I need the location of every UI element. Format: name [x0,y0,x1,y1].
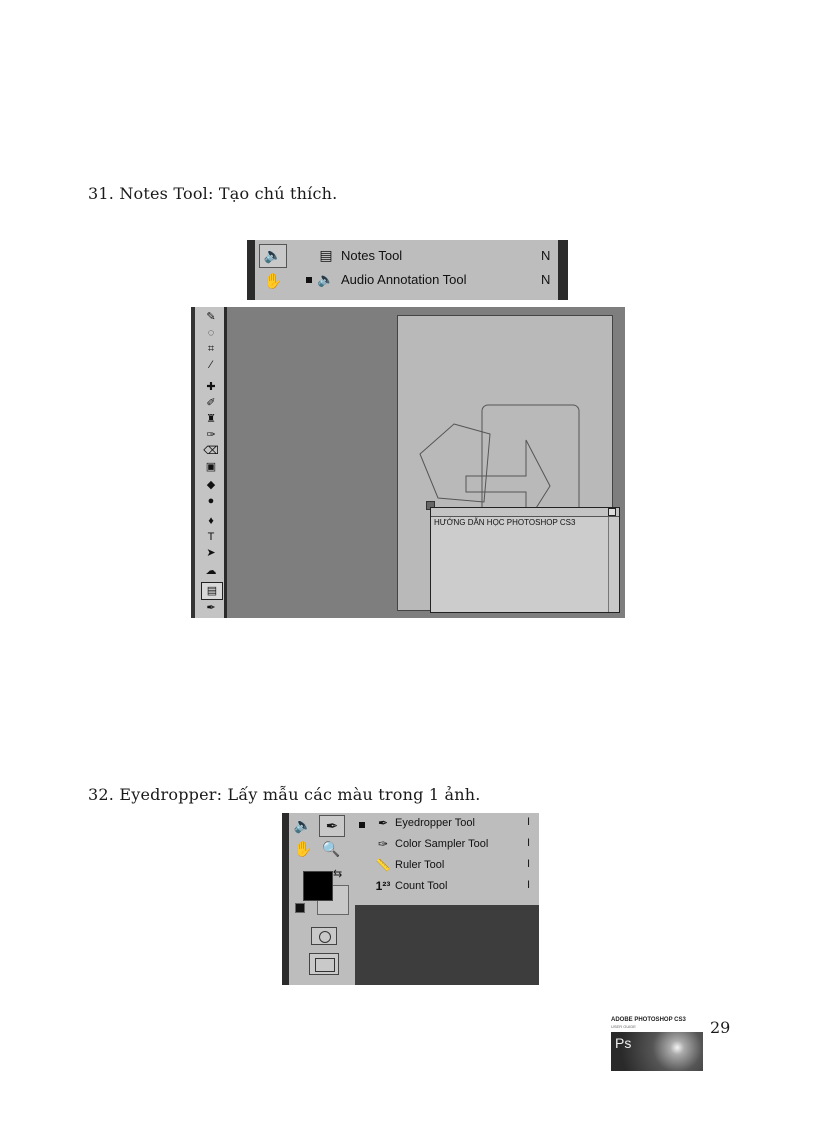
quick-mask-button[interactable] [311,927,337,945]
tools-panel [191,307,227,618]
flyout-item-label: Color Sampler Tool [395,838,489,850]
gradient-icon[interactable]: ▣ [205,461,217,473]
healing-brush-icon[interactable]: ✚ [206,381,216,393]
flyout-item-shortcut: I [527,816,531,828]
logo-subtitle: USER GUIDE [611,1024,636,1029]
logo-title: ADOBE PHOTOSHOP CS3 [611,1017,686,1023]
zoom-icon[interactable]: 🔍 [321,841,341,858]
clone-stamp-icon[interactable]: ♜ [206,413,216,425]
crop-icon[interactable]: ⌗ [207,343,215,355]
notes-icon: ▤ [319,246,333,263]
flyout-item-label: Eyedropper Tool [395,817,475,829]
audio-annotation-icon[interactable]: 🔈 [293,817,313,834]
foreground-color-swatch[interactable] [303,871,333,901]
dodge-icon[interactable]: ● [207,495,215,507]
flyout-item-label: Notes Tool [341,247,403,263]
brush-icon[interactable]: ✐ [206,397,216,409]
flyout-item-label: Ruler Tool [395,859,445,871]
slice-icon[interactable]: ⁄ [210,359,212,371]
eyedropper-icon: ✒ [377,816,389,830]
quick-mask-icon [319,931,331,943]
note-scrollbar[interactable] [608,517,619,612]
history-brush-icon[interactable]: ✑ [206,429,216,441]
close-icon[interactable] [608,508,616,516]
lasso-icon[interactable]: ◌ [207,327,215,339]
photoshop-workspace [191,307,625,618]
flyout-item-eyedropper-tool[interactable] [373,813,475,833]
section-31-heading: 31. Notes Tool: Tạo chú thích. [88,184,338,203]
ruler-icon: 📏 [375,858,391,872]
screen-mode-button[interactable] [309,953,339,975]
pen-tool-icon[interactable]: ♦ [208,515,214,527]
active-tool-bullet [359,822,365,828]
hand-tool-icon[interactable]: ✋ [293,841,313,858]
flyout-item-label: Count Tool [395,880,448,892]
color-sampler-icon: ✑ [377,837,389,851]
screen-mode-icon [315,958,335,972]
flyout-item-ruler-tool[interactable] [373,855,444,875]
path-selection-icon[interactable]: ➤ [206,547,216,559]
eraser-icon[interactable]: ⌫ [203,445,219,457]
audio-annotation-icon[interactable]: 🔈 [259,244,287,268]
flyout-item-shortcut: I [527,858,531,870]
notes-tool-flyout [247,240,568,300]
flyout-item-shortcut: I [527,837,531,849]
active-tool-bullet [306,277,312,283]
flyout-item-shortcut: N [541,271,551,287]
hand-tool-icon[interactable]: ✋ [263,273,283,290]
logo-image [611,1032,703,1071]
flyout-item-notes-tool[interactable] [315,244,551,266]
note-text[interactable]: HƯỚNG DẪN HỌC PHOTOSHOP CS3 [434,518,576,527]
swap-colors-icon[interactable]: ⇆ [333,868,343,880]
audio-annotation-icon: 🔈 [317,270,335,287]
eyedropper-flyout-screenshot [282,813,539,985]
shape-tool-icon[interactable]: ☁ [205,565,217,577]
page-number: 29 [710,1018,731,1037]
flyout-item-color-sampler-tool[interactable] [373,834,488,854]
tools-panel [282,813,355,985]
flyout-item-shortcut: N [541,247,551,263]
flyout-item-audio-annotation-tool[interactable] [315,268,551,290]
eyedropper-icon[interactable]: ✒ [206,602,216,614]
note-window[interactable] [430,507,620,613]
eyedropper-flyout-menu [355,813,539,905]
pen-icon[interactable]: ✎ [206,311,216,323]
flyout-item-label: Audio Annotation Tool [341,271,467,287]
blur-icon[interactable]: ◆ [206,479,216,491]
photoshop-cs3-logo [611,1017,703,1071]
eyedropper-icon[interactable]: ✒ [319,815,345,837]
section-32-heading: 32. Eyedropper: Lấy mẫu các màu trong 1 ảnh. [88,785,481,804]
flyout-item-count-tool[interactable] [373,876,447,896]
type-tool-icon[interactable]: T [207,531,215,543]
count-icon: 1²³ [375,879,391,893]
note-title-bar[interactable] [431,508,619,517]
logo-mark: Ps [615,1035,632,1051]
flyout-item-shortcut: I [527,879,531,891]
default-colors-icon[interactable] [295,903,305,913]
notes-icon[interactable]: ▤ [201,582,223,600]
